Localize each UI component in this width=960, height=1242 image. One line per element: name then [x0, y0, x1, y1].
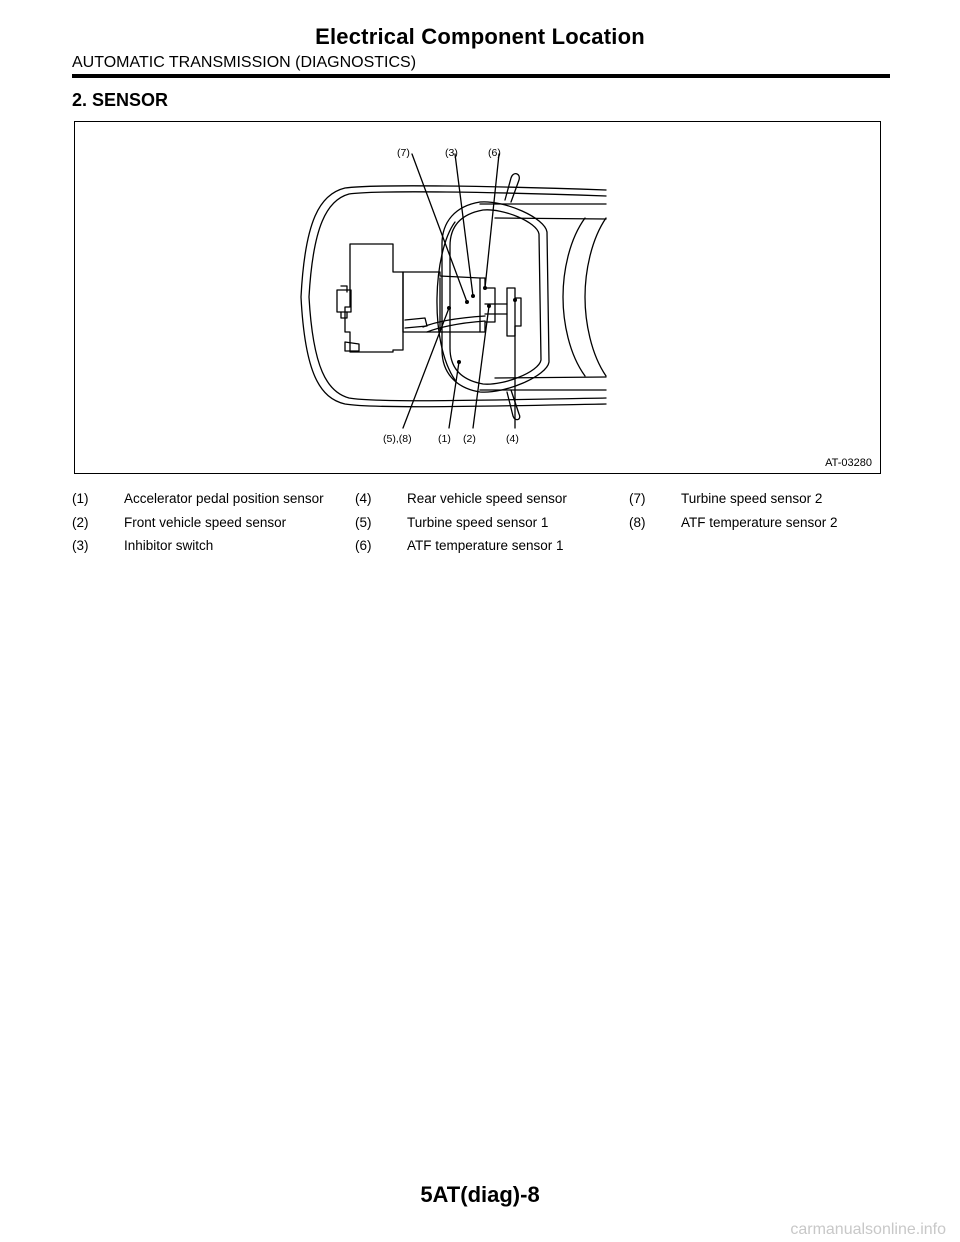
legend-row: [72, 538, 892, 562]
sensor-dot-3: [471, 294, 475, 298]
header-rule: [72, 74, 890, 78]
leader-2: [473, 306, 489, 428]
callout-6: (6): [488, 147, 501, 159]
leader-3: [455, 154, 473, 296]
section-heading: 2. SENSOR: [72, 90, 169, 110]
rear-diff: [507, 288, 521, 336]
leader-6: [485, 154, 499, 288]
legend-text: ATF temperature sensor 1: [407, 538, 564, 553]
page-number: 5AT(diag)-8: [420, 1182, 540, 1207]
legend-text: Turbine speed sensor 2: [681, 491, 823, 506]
legend-table: [72, 491, 892, 562]
mirror-bottom: [507, 390, 520, 420]
callout-4: (4): [506, 433, 519, 445]
legend-text: Accelerator pedal position sensor: [124, 491, 324, 506]
legend-text: Rear vehicle speed sensor: [407, 491, 567, 506]
legend-number: (5): [355, 514, 372, 530]
legend-text: Inhibitor switch: [124, 538, 214, 553]
sensor-dot-2: [487, 304, 491, 308]
sensor-dot-1: [457, 360, 461, 364]
sensor-dot-4: [513, 298, 517, 302]
legend-text: Turbine speed sensor 1: [407, 514, 549, 530]
sensor-dot-7: [465, 300, 469, 304]
legend-row: [72, 515, 892, 539]
page-title: Electrical Component Location: [315, 24, 645, 49]
legend-number: (4): [355, 491, 372, 506]
legend-number: (8): [629, 514, 646, 530]
legend-number: (6): [355, 538, 372, 553]
watermark: carmanualsonline.info: [790, 1221, 946, 1238]
sensor-dot-5-8: [447, 306, 451, 310]
callout-3: (3): [445, 147, 458, 159]
callout-7: (7): [397, 147, 410, 159]
legend-number: (2): [72, 514, 89, 530]
legend-number: (7): [629, 491, 646, 506]
legend-number: (3): [72, 538, 89, 553]
sensor-dot-6: [483, 286, 487, 290]
legend-row: [72, 491, 892, 515]
legend-number: (1): [72, 491, 89, 506]
page-subtitle: AUTOMATIC TRANSMISSION (DIAGNOSTICS): [72, 54, 417, 71]
rear-window-curve: [563, 218, 585, 376]
figure-id: AT-03280: [825, 457, 872, 469]
callout-1: (1): [438, 433, 451, 445]
callout-2: (2): [463, 433, 476, 445]
sensor-location-figure: [74, 121, 881, 474]
transmission-housing: [403, 272, 495, 332]
legend-text: ATF temperature sensor 2: [681, 514, 838, 530]
engine-block: [345, 244, 403, 352]
vehicle-diagram: [75, 122, 880, 473]
legend-text: Front vehicle speed sensor: [124, 514, 287, 530]
callout-5-8: (5),(8): [383, 433, 412, 445]
